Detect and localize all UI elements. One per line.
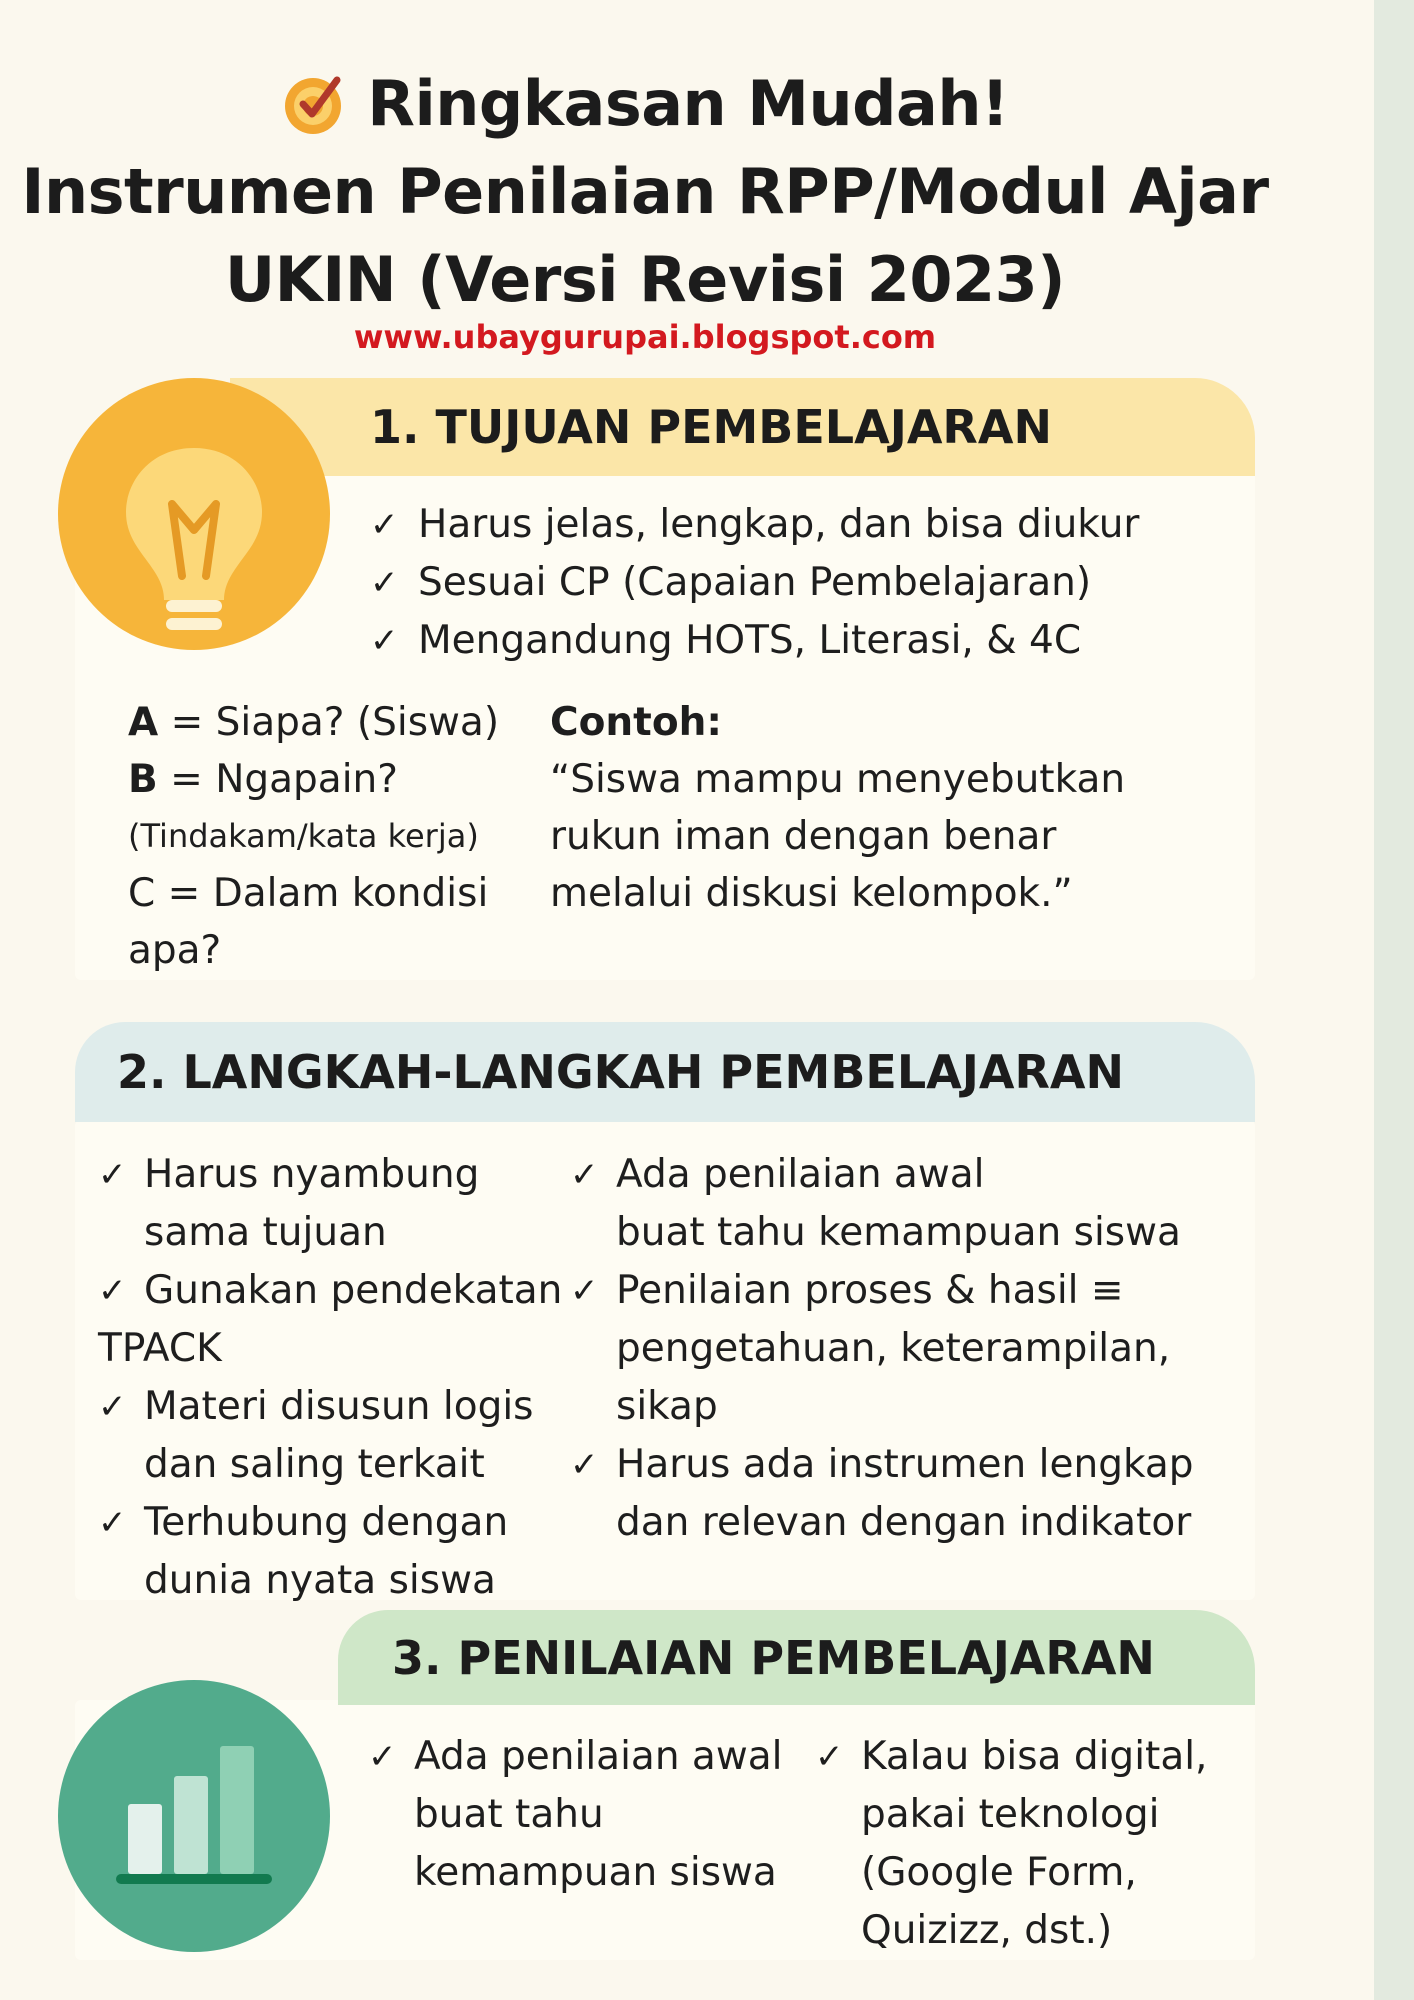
lightbulb-icon [58, 378, 330, 650]
list-item: ✓ Harus nyambung sama tujuan [98, 1146, 578, 1262]
list-item: ✓ Ada penilaian awal buat tahu kemampuan siswa [570, 1146, 1230, 1262]
check-icon: ✓ [98, 1387, 127, 1427]
title-text-1: Ringkasan Mudah! [367, 67, 1009, 140]
check-icon: ✓ [98, 1503, 127, 1543]
list-item: ✓ Harus ada instrumen lengkap dan relevan dengan indikator [570, 1436, 1230, 1552]
lightbulb-circle [58, 378, 330, 650]
list-item: ✓ Sesuai CP (Capaian Pembelajaran) [370, 554, 1139, 612]
section1-heading: 1. TUJUAN PEMBELAJARAN [230, 378, 1255, 476]
title-line-1 [0, 60, 1290, 148]
blog-url[interactable]: www.ubaygurupai.blogspot.com [353, 318, 937, 356]
section2-left-list [98, 1146, 578, 1610]
list-item: ✓ Materi disusun logis dan saling terkait [98, 1378, 578, 1494]
example-block: Contoh: “Siswa mampu menyebutkan rukun iman dengan benar melalui diskusi kelompok.” [550, 694, 1190, 922]
list-item: ✓ Terhubung dengan dunia nyata siswa [98, 1494, 578, 1610]
list-item: ✓ Kalau bisa digital, pakai teknologi (Google Form, Quizizz, dst.) [815, 1728, 1235, 1960]
check-icon: ✓ [98, 1271, 127, 1311]
title-line-2: Instrumen Penilaian RPP/Modul Ajar [21, 155, 1269, 228]
section2-heading: 2. LANGKAH-LANGKAH PEMBELAJARAN [75, 1022, 1255, 1122]
list-item: ✓ Mengandung HOTS, Literasi, & 4C [370, 612, 1139, 670]
example-label: Contoh: [550, 700, 722, 745]
section3-left-list [368, 1728, 808, 1902]
check-icon: ✓ [368, 1737, 397, 1777]
section3-right-list [815, 1728, 1235, 1960]
chart-circle [58, 1680, 330, 1952]
section3-heading: 3. PENILAIAN PEMBELAJARAN [338, 1610, 1255, 1705]
check-icon: ✓ [815, 1737, 844, 1777]
check-icon: ✓ [370, 563, 399, 603]
title-block [0, 60, 1290, 324]
list-item: ✓ Gunakan pendekatan TPACK [98, 1262, 578, 1378]
check-icon: ✓ [570, 1445, 599, 1485]
list-item: ✓ Ada penilaian awal buat tahu kemampuan siswa [368, 1728, 808, 1902]
check-icon: ✓ [98, 1155, 127, 1195]
section2-right-list [570, 1146, 1230, 1552]
list-item: ✓ Penilaian proses & hasil ≡ pengetahuan, keterampilan, sikap [570, 1262, 1230, 1436]
list-item: ✓ Harus jelas, lengkap, dan bisa diukur [370, 496, 1139, 554]
check-icon: ✓ [370, 505, 399, 545]
title-line-3: UKIN (Versi Revisi 2023) [224, 243, 1066, 316]
check-icon: ✓ [570, 1155, 599, 1195]
right-edge-strip [1374, 0, 1414, 2000]
target-check-icon [281, 70, 349, 138]
section1-criteria-list [370, 496, 1139, 670]
check-icon: ✓ [570, 1271, 599, 1311]
abcd-formula: A = Siapa? (Siswa) B = Ngapain? (Tindakam/kata kerja) C = Dalam kondisi apa? [128, 700, 500, 973]
bar-chart-icon [58, 1680, 330, 1952]
check-icon: ✓ [370, 621, 399, 661]
